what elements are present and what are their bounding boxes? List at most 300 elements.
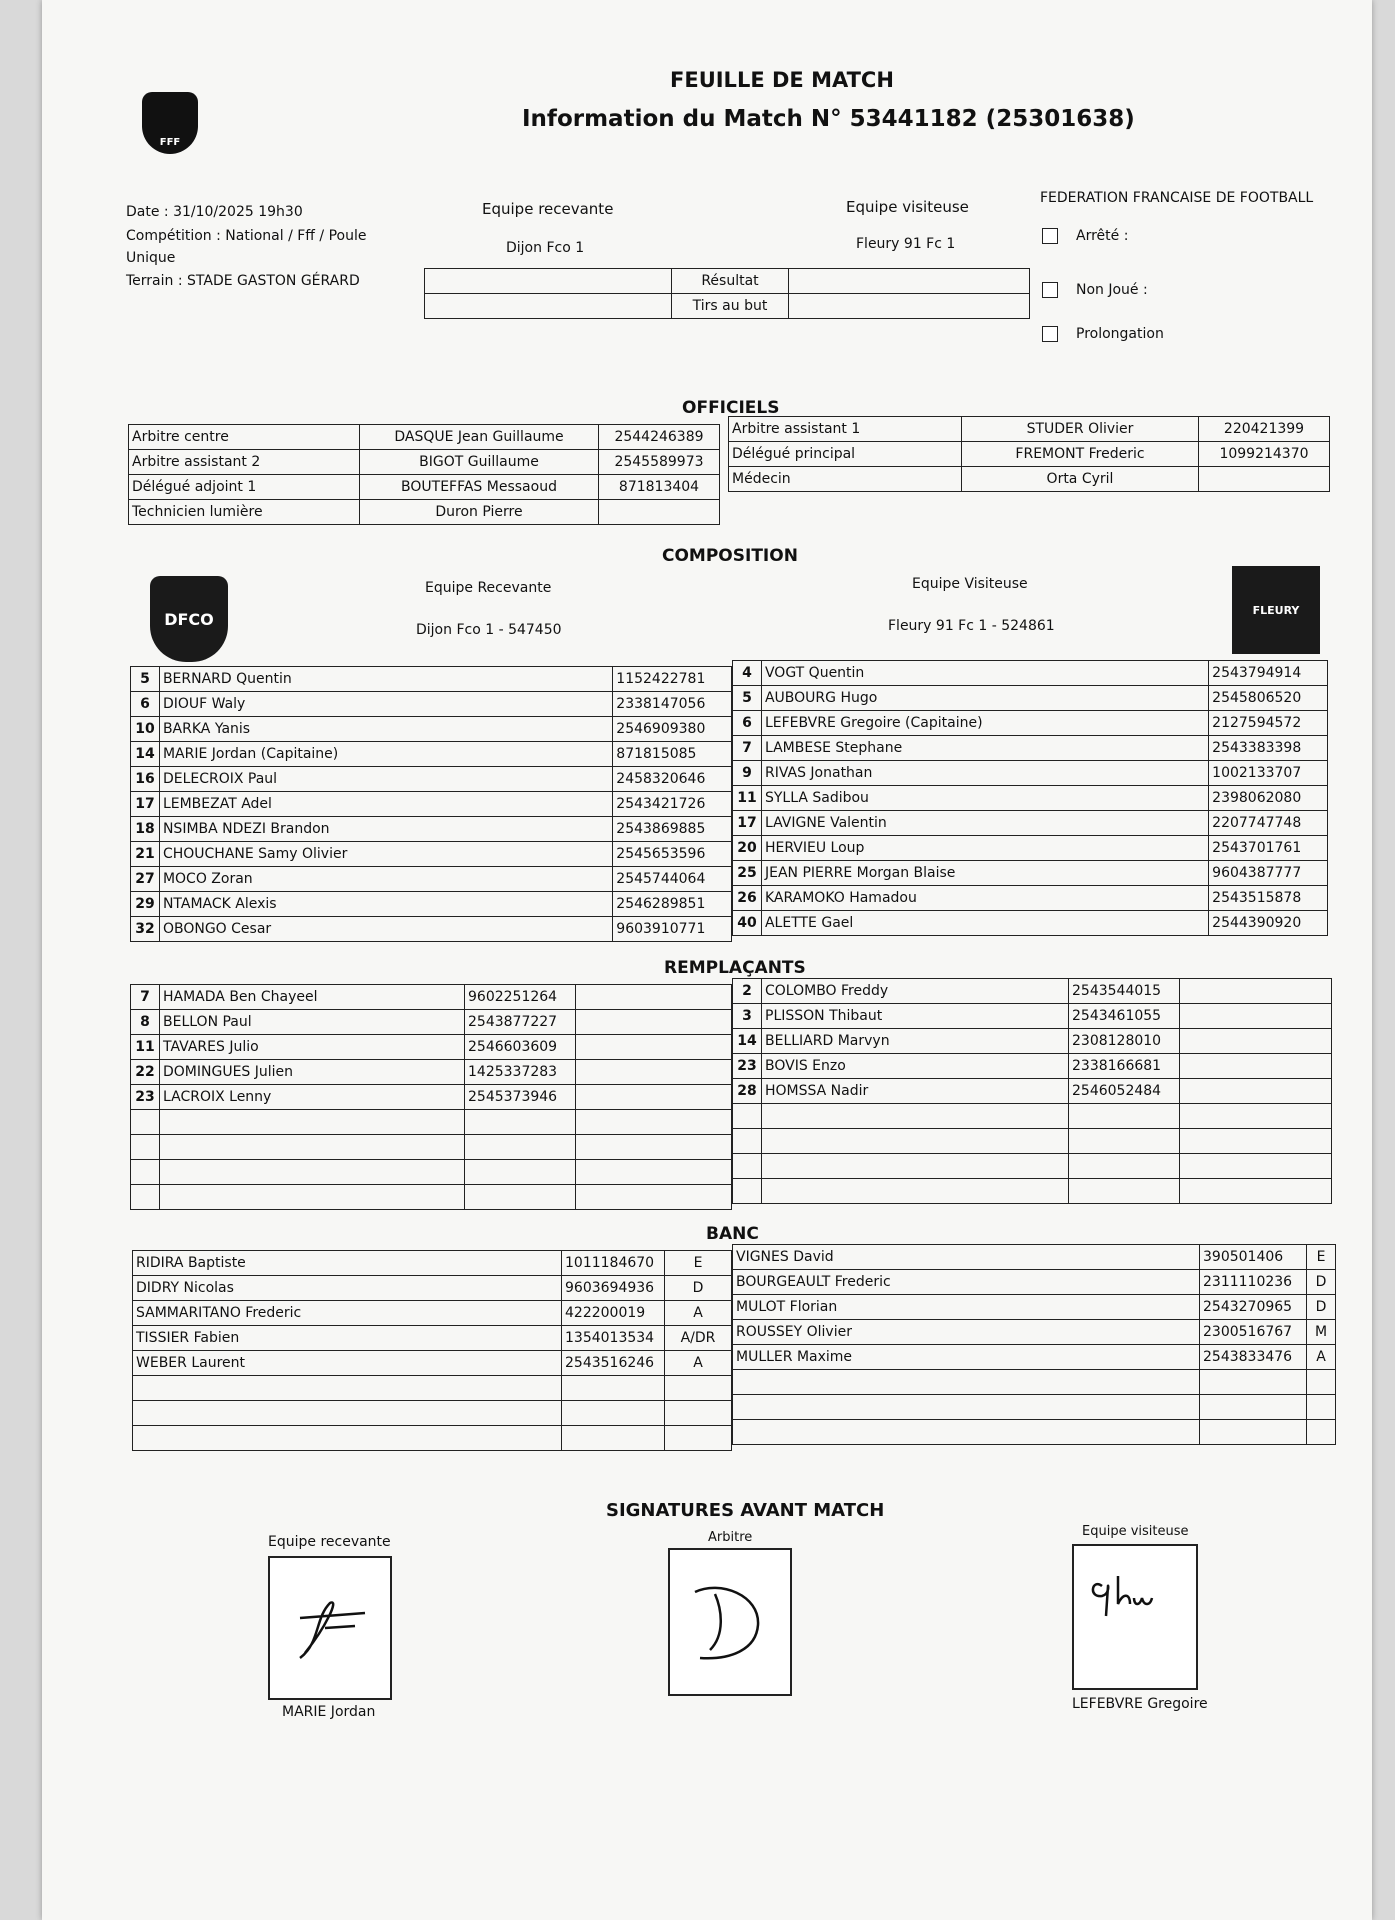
official-name: BIGOT Guillaume [360, 450, 599, 475]
federation-label: FEDERATION FRANCAISE DE FOOTBALL [1040, 190, 1314, 206]
empty-cell [1180, 1004, 1332, 1029]
empty-cell [160, 1160, 465, 1185]
player-number: 23 [733, 1054, 762, 1079]
player-row [733, 1004, 1332, 1029]
bench-license: 2543833476 [1200, 1345, 1307, 1370]
player-name: ALETTE Gael [761, 911, 1208, 936]
player-row [733, 711, 1328, 736]
official-row [129, 475, 720, 500]
comp-away-label: Equipe Visiteuse [912, 576, 1028, 592]
officials-left-table [128, 424, 720, 525]
player-name: AUBOURG Hugo [761, 686, 1208, 711]
empty-row [133, 1376, 732, 1401]
empty-cell [562, 1426, 665, 1451]
official-id [1199, 467, 1330, 492]
officials-right-table [728, 416, 1330, 492]
sig-home-label: Equipe recevante [268, 1534, 391, 1550]
empty-cell [665, 1426, 732, 1451]
player-license: 2545653596 [613, 842, 732, 867]
bench-role: D [1307, 1295, 1336, 1320]
empty-cell [733, 1129, 762, 1154]
empty-row [131, 1110, 732, 1135]
bench-license: 2311110236 [1200, 1270, 1307, 1295]
sig-home-signer: MARIE Jordan [282, 1704, 376, 1720]
bench-name: VIGNES David [733, 1245, 1200, 1270]
player-license: 871815085 [613, 742, 732, 767]
checkbox-prolongation[interactable] [1042, 326, 1058, 342]
empty-cell [562, 1401, 665, 1426]
empty-row [133, 1401, 732, 1426]
bench-name: MULOT Florian [733, 1295, 1200, 1320]
player-number: 7 [131, 985, 160, 1010]
player-name: COLOMBO Freddy [762, 979, 1069, 1004]
player-number: 40 [733, 911, 762, 936]
official-id [599, 500, 720, 525]
player-license: 1002133707 [1209, 761, 1328, 786]
player-license: 9602251264 [465, 985, 576, 1010]
empty-row [131, 1160, 732, 1185]
away-team-name: Fleury 91 Fc 1 [856, 236, 956, 252]
empty-cell [733, 1179, 762, 1204]
player-license: 9603910771 [613, 917, 732, 942]
player-name: CHOUCHANE Samy Olivier [159, 842, 612, 867]
player-number: 14 [131, 742, 160, 767]
player-name: OBONGO Cesar [159, 917, 612, 942]
official-name: FREMONT Frederic [962, 442, 1199, 467]
player-number: 17 [733, 811, 762, 836]
document-title: FEUILLE DE MATCH [670, 68, 894, 92]
player-license: 2543544015 [1069, 979, 1180, 1004]
bench-role: A [665, 1301, 732, 1326]
player-number: 27 [131, 867, 160, 892]
player-name: KARAMOKO Hamadou [761, 886, 1208, 911]
player-name: BELLIARD Marvyn [762, 1029, 1069, 1054]
referee-signature-mark [670, 1550, 790, 1694]
match-info-block [126, 200, 416, 294]
bench-name: DIDRY Nicolas [133, 1276, 562, 1301]
player-name: BERNARD Quentin [159, 667, 612, 692]
match-info-title: Information du Match N° 53441182 (25301638) [522, 106, 1135, 132]
player-license: 2546289851 [613, 892, 732, 917]
player-name: HERVIEU Loup [761, 836, 1208, 861]
player-name: LEFEBVRE Gregoire (Capitaine) [761, 711, 1208, 736]
empty-cell [160, 1185, 465, 1210]
empty-cell [576, 1160, 732, 1185]
result-label: Résultat [672, 269, 789, 294]
official-role: Arbitre assistant 2 [129, 450, 360, 475]
bench-name: TISSIER Fabien [133, 1326, 562, 1351]
empty-cell [576, 1110, 732, 1135]
player-row [733, 1054, 1332, 1079]
empty-cell [1180, 1129, 1332, 1154]
player-number: 18 [131, 817, 160, 842]
official-id: 2545589973 [599, 450, 720, 475]
player-row [131, 867, 732, 892]
player-name: LAMBESE Stephane [761, 736, 1208, 761]
official-id: 1099214370 [1199, 442, 1330, 467]
home-club-crest: DFCO [150, 576, 228, 662]
player-name: BELLON Paul [160, 1010, 465, 1035]
empty-cell [1200, 1370, 1307, 1395]
composition-title: COMPOSITION [662, 546, 798, 566]
player-name: NTAMACK Alexis [159, 892, 612, 917]
home-team-label: Equipe recevante [482, 200, 614, 218]
sig-box-home[interactable] [268, 1556, 392, 1700]
player-number: 5 [131, 667, 160, 692]
bench-row [133, 1301, 732, 1326]
player-row [733, 1079, 1332, 1104]
official-role: Délégué adjoint 1 [129, 475, 360, 500]
checkbox-arrete[interactable] [1042, 228, 1058, 244]
player-license: 2543421726 [613, 792, 732, 817]
bench-row [733, 1245, 1336, 1270]
comp-away-team: Fleury 91 Fc 1 - 524861 [888, 618, 1055, 634]
empty-cell [665, 1376, 732, 1401]
substitutes-title: REMPLAÇANTS [664, 958, 806, 978]
player-license: 2544390920 [1209, 911, 1328, 936]
player-name: DIOUF Waly [159, 692, 612, 717]
player-number: 10 [131, 717, 160, 742]
official-id: 871813404 [599, 475, 720, 500]
player-name: JEAN PIERRE Morgan Blaise [761, 861, 1208, 886]
empty-cell [1180, 1029, 1332, 1054]
official-name: STUDER Olivier [962, 417, 1199, 442]
empty-cell [131, 1160, 160, 1185]
empty-cell [1180, 1079, 1332, 1104]
bench-role: E [665, 1251, 732, 1276]
player-number: 11 [131, 1035, 160, 1060]
player-row [131, 892, 732, 917]
empty-row [733, 1179, 1332, 1204]
home-bench-table [132, 1250, 732, 1451]
empty-cell [131, 1110, 160, 1135]
bench-license: 422200019 [562, 1301, 665, 1326]
empty-cell [1307, 1420, 1336, 1445]
bench-row [133, 1276, 732, 1301]
player-number: 23 [131, 1085, 160, 1110]
away-bench-table [732, 1244, 1336, 1445]
empty-cell [1180, 1179, 1332, 1204]
empty-cell [562, 1376, 665, 1401]
player-license: 2127594572 [1209, 711, 1328, 736]
player-name: HAMADA Ben Chayeel [160, 985, 465, 1010]
official-role: Technicien lumière [129, 500, 360, 525]
bench-role: A/DR [665, 1326, 732, 1351]
match-date: Date : 31/10/2025 19h30 [126, 204, 303, 220]
bench-license: 1011184670 [562, 1251, 665, 1276]
player-row [733, 786, 1328, 811]
player-row [733, 811, 1328, 836]
player-license: 2545373946 [465, 1085, 576, 1110]
player-number: 25 [733, 861, 762, 886]
player-row [733, 686, 1328, 711]
empty-cell [762, 1154, 1069, 1179]
player-name: LACROIX Lenny [160, 1085, 465, 1110]
home-team-name: Dijon Fco 1 [506, 240, 585, 256]
shots-label: Tirs au but [672, 294, 789, 319]
away-lineup-table [732, 660, 1328, 936]
empty-row [733, 1129, 1332, 1154]
player-name: HOMSSA Nadir [762, 1079, 1069, 1104]
empty-cell [465, 1185, 576, 1210]
away-team-label: Equipe visiteuse [846, 198, 969, 216]
bench-name: BOURGEAULT Frederic [733, 1270, 1200, 1295]
checkbox-arrete-label: Arrêté : [1076, 228, 1129, 244]
sig-referee-label: Arbitre [708, 1530, 753, 1545]
empty-cell [1069, 1179, 1180, 1204]
player-license: 2338147056 [613, 692, 732, 717]
empty-cell [133, 1401, 562, 1426]
empty-cell [1069, 1154, 1180, 1179]
home-signature-mark [270, 1558, 390, 1698]
empty-cell [133, 1426, 562, 1451]
player-name: MARIE Jordan (Capitaine) [159, 742, 612, 767]
player-number: 9 [733, 761, 762, 786]
player-license: 9604387777 [1209, 861, 1328, 886]
official-name: DASQUE Jean Guillaume [360, 425, 599, 450]
player-number: 26 [733, 886, 762, 911]
player-row [131, 717, 732, 742]
player-license: 2543794914 [1209, 661, 1328, 686]
player-license: 2543877227 [465, 1010, 576, 1035]
empty-cell [1069, 1104, 1180, 1129]
empty-cell [131, 1135, 160, 1160]
player-row [131, 1035, 732, 1060]
empty-cell [1069, 1129, 1180, 1154]
home-lineup-table [130, 666, 732, 942]
home-subs-table [130, 984, 732, 1210]
checkbox-non-joue-label: Non Joué : [1076, 282, 1148, 298]
official-row [729, 467, 1330, 492]
official-name: Duron Pierre [360, 500, 599, 525]
player-license: 2338166681 [1069, 1054, 1180, 1079]
player-license: 2308128010 [1069, 1029, 1180, 1054]
officials-title: OFFICIELS [682, 398, 780, 418]
official-role: Arbitre centre [129, 425, 360, 450]
empty-row [133, 1426, 732, 1451]
bench-license: 2543516246 [562, 1351, 665, 1376]
player-license: 2545806520 [1209, 686, 1328, 711]
player-row [131, 1085, 732, 1110]
player-row [131, 692, 732, 717]
player-row [131, 667, 732, 692]
player-number: 14 [733, 1029, 762, 1054]
away-club-crest: FLEURY [1232, 566, 1320, 654]
player-name: BARKA Yanis [159, 717, 612, 742]
player-row [131, 1060, 732, 1085]
player-license: 2543461055 [1069, 1004, 1180, 1029]
player-name: LAVIGNE Valentin [761, 811, 1208, 836]
empty-row [733, 1104, 1332, 1129]
bench-row [733, 1320, 1336, 1345]
player-name: PLISSON Thibaut [762, 1004, 1069, 1029]
player-number: 28 [733, 1079, 762, 1104]
match-terrain: Terrain : STADE GASTON GÉRARD [126, 273, 360, 289]
player-number: 29 [131, 892, 160, 917]
bench-name: RIDIRA Baptiste [133, 1251, 562, 1276]
comp-home-team: Dijon Fco 1 - 547450 [416, 622, 562, 638]
player-name: RIVAS Jonathan [761, 761, 1208, 786]
empty-cell [733, 1154, 762, 1179]
empty-cell [733, 1420, 1200, 1445]
bench-license: 390501406 [1200, 1245, 1307, 1270]
empty-cell [576, 1085, 732, 1110]
empty-cell [576, 1010, 732, 1035]
player-license: 2546052484 [1069, 1079, 1180, 1104]
official-row [129, 450, 720, 475]
official-role: Médecin [729, 467, 962, 492]
player-license: 1152422781 [613, 667, 732, 692]
empty-cell [1180, 1154, 1332, 1179]
empty-cell [733, 1395, 1200, 1420]
player-row [131, 842, 732, 867]
official-row [729, 417, 1330, 442]
bench-name: SAMMARITANO Frederic [133, 1301, 562, 1326]
fff-logo: FFF [142, 92, 198, 154]
empty-cell [665, 1401, 732, 1426]
empty-cell [131, 1185, 160, 1210]
player-license: 2543515878 [1209, 886, 1328, 911]
player-row [733, 761, 1328, 786]
empty-row [733, 1395, 1336, 1420]
empty-cell [733, 1104, 762, 1129]
player-row [733, 661, 1328, 686]
player-row [733, 911, 1328, 936]
bench-row [733, 1295, 1336, 1320]
away-signature-mark [1074, 1546, 1196, 1688]
bench-name: MULLER Maxime [733, 1345, 1200, 1370]
empty-cell [1307, 1370, 1336, 1395]
player-number: 11 [733, 786, 762, 811]
player-number: 22 [131, 1060, 160, 1085]
bench-license: 1354013534 [562, 1326, 665, 1351]
player-row [131, 985, 732, 1010]
empty-cell [733, 1370, 1200, 1395]
empty-cell [1200, 1420, 1307, 1445]
player-license: 2546909380 [613, 717, 732, 742]
bench-row [133, 1251, 732, 1276]
checkbox-prolongation-label: Prolongation [1076, 326, 1164, 342]
player-license: 2543701761 [1209, 836, 1328, 861]
bench-license: 2543270965 [1200, 1295, 1307, 1320]
player-number: 20 [733, 836, 762, 861]
bench-row [733, 1345, 1336, 1370]
sig-away-signer: LEFEBVRE Gregoire [1072, 1696, 1208, 1712]
bench-license: 9603694936 [562, 1276, 665, 1301]
official-id: 220421399 [1199, 417, 1330, 442]
player-name: MOCO Zoran [159, 867, 612, 892]
official-id: 2544246389 [599, 425, 720, 450]
empty-row [733, 1420, 1336, 1445]
comp-home-label: Equipe Recevante [425, 580, 552, 596]
empty-row [733, 1370, 1336, 1395]
bench-name: ROUSSEY Olivier [733, 1320, 1200, 1345]
empty-cell [160, 1110, 465, 1135]
player-name: TAVARES Julio [160, 1035, 465, 1060]
player-name: SYLLA Sadibou [761, 786, 1208, 811]
sig-box-referee[interactable] [668, 1548, 792, 1696]
match-sheet [42, 0, 1372, 1920]
empty-cell [762, 1179, 1069, 1204]
player-row [733, 861, 1328, 886]
player-number: 21 [131, 842, 160, 867]
bench-role: D [665, 1276, 732, 1301]
official-row [729, 442, 1330, 467]
player-row [131, 817, 732, 842]
official-row [129, 425, 720, 450]
player-name: BOVIS Enzo [762, 1054, 1069, 1079]
player-row [733, 736, 1328, 761]
empty-cell [465, 1160, 576, 1185]
bench-license: 2300516767 [1200, 1320, 1307, 1345]
player-license: 2543383398 [1209, 736, 1328, 761]
sig-box-away[interactable] [1072, 1544, 1198, 1690]
checkbox-non-joue[interactable] [1042, 282, 1058, 298]
player-number: 2 [733, 979, 762, 1004]
bench-name: WEBER Laurent [133, 1351, 562, 1376]
empty-cell [576, 985, 732, 1010]
player-row [131, 792, 732, 817]
empty-cell [1200, 1395, 1307, 1420]
bench-row [133, 1326, 732, 1351]
official-name: Orta Cyril [962, 467, 1199, 492]
empty-row [131, 1185, 732, 1210]
player-name: LEMBEZAT Adel [159, 792, 612, 817]
bench-row [733, 1270, 1336, 1295]
player-name: DOMINGUES Julien [160, 1060, 465, 1085]
player-number: 17 [131, 792, 160, 817]
player-row [733, 836, 1328, 861]
official-role: Délégué principal [729, 442, 962, 467]
match-competition: Compétition : National / Fff / Poule Unique [126, 228, 367, 266]
bench-role: A [1307, 1345, 1336, 1370]
empty-cell [160, 1135, 465, 1160]
player-number: 32 [131, 917, 160, 942]
player-number: 7 [733, 736, 762, 761]
empty-cell [576, 1035, 732, 1060]
bench-role: D [1307, 1270, 1336, 1295]
official-name: BOUTEFFAS Messaoud [360, 475, 599, 500]
empty-row [131, 1135, 732, 1160]
empty-cell [133, 1376, 562, 1401]
player-license: 1425337283 [465, 1060, 576, 1085]
empty-cell [1180, 979, 1332, 1004]
empty-cell [762, 1129, 1069, 1154]
player-license: 2546603609 [465, 1035, 576, 1060]
empty-cell [576, 1135, 732, 1160]
empty-cell [465, 1135, 576, 1160]
player-row [131, 742, 732, 767]
bench-row [133, 1351, 732, 1376]
player-number: 4 [733, 661, 762, 686]
signatures-title: SIGNATURES AVANT MATCH [606, 1500, 885, 1521]
player-row [733, 979, 1332, 1004]
player-row [131, 917, 732, 942]
empty-cell [1180, 1104, 1332, 1129]
player-number: 8 [131, 1010, 160, 1035]
sig-away-label: Equipe visiteuse [1082, 1524, 1189, 1539]
player-license: 2545744064 [613, 867, 732, 892]
empty-cell [576, 1060, 732, 1085]
empty-row [733, 1154, 1332, 1179]
player-number: 6 [131, 692, 160, 717]
player-number: 6 [733, 711, 762, 736]
empty-cell [762, 1104, 1069, 1129]
bench-role: E [1307, 1245, 1336, 1270]
empty-cell [465, 1110, 576, 1135]
player-number: 3 [733, 1004, 762, 1029]
player-license: 2398062080 [1209, 786, 1328, 811]
